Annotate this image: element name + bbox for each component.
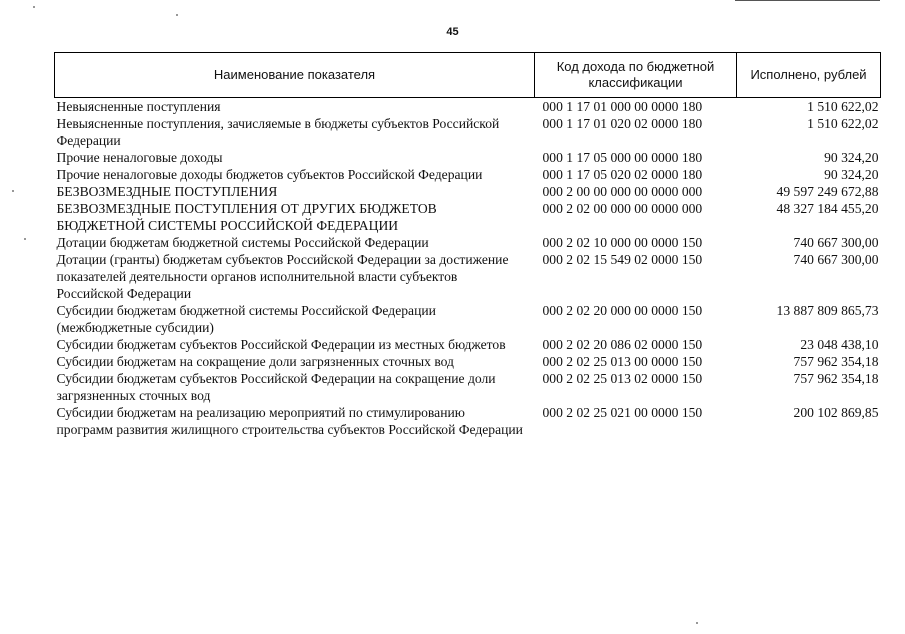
row-amount: 757 962 354,18 [793, 354, 879, 369]
table-row [55, 200, 881, 234]
row-code: 000 1 17 05 000 00 0000 180 [542, 150, 703, 165]
row-code: 000 2 02 15 549 02 0000 150 [542, 252, 703, 267]
table-row [55, 404, 881, 438]
table-row [55, 353, 881, 370]
scan-speck [33, 6, 35, 8]
scan-speck [24, 238, 26, 240]
scan-speck [12, 190, 14, 192]
header-amount: Исполнено, рублей [737, 53, 881, 98]
scan-speck [696, 622, 698, 624]
table-row [55, 115, 881, 149]
page-number: 45 [446, 26, 459, 38]
row-amount: 90 324,20 [824, 150, 879, 165]
row-amount: 1 510 622,02 [807, 99, 879, 114]
row-name: Прочие неналоговые доходы [56, 150, 223, 165]
row-code: 000 2 02 25 013 02 0000 150 [542, 371, 703, 386]
row-name: Субсидии бюджетам бюджетной системы Российской Федерации (межбюджетные субсидии) [56, 303, 436, 335]
table-row [55, 98, 881, 116]
row-amount: 23 048 438,10 [800, 337, 879, 352]
row-code: 000 2 02 00 000 00 0000 000 [542, 201, 703, 216]
row-code: 000 1 17 01 020 02 0000 180 [542, 116, 703, 131]
row-name: БЕЗВОЗМЕЗДНЫЕ ПОСТУПЛЕНИЯ [56, 184, 278, 199]
row-code: 000 2 02 20 000 00 0000 150 [542, 303, 703, 318]
row-name: Субсидии бюджетам субъектов Российской Федерации на сокращение доли загрязненных сточных вод [56, 371, 496, 403]
row-amount: 90 324,20 [824, 167, 879, 182]
table-row [55, 149, 881, 166]
row-amount: 49 597 249 672,88 [776, 184, 879, 199]
row-name: БЕЗВОЗМЕЗДНЫЕ ПОСТУПЛЕНИЯ ОТ ДРУГИХ БЮДЖЕТОВ БЮДЖЕТНОЙ СИСТЕМЫ РОССИЙСКОЙ ФЕДЕРАЦИИ [56, 201, 437, 233]
row-name: Невыясненные поступления, зачисляемые в бюджеты субъектов Российской Федерации [56, 116, 500, 148]
table-header-row [55, 53, 881, 98]
row-amount: 740 667 300,00 [793, 252, 879, 267]
row-name: Дотации (гранты) бюджетам субъектов Российской Федерации за достижение показателей деятельности органов исполнительной власти субъектов Российской Федерации [56, 252, 509, 301]
row-name: Невыясненные поступления [56, 99, 221, 114]
row-name: Субсидии бюджетам на сокращение доли загрязненных сточных вод [56, 354, 454, 369]
table-row [55, 370, 881, 404]
row-code: 000 2 02 10 000 00 0000 150 [542, 235, 703, 250]
table-row [55, 336, 881, 353]
row-code: 000 2 02 20 086 02 0000 150 [542, 337, 703, 352]
row-code: 000 2 02 25 013 00 0000 150 [542, 354, 703, 369]
row-amount: 1 510 622,02 [807, 116, 879, 131]
table-row [55, 183, 881, 200]
row-name: Дотации бюджетам бюджетной системы Российской Федерации [56, 235, 429, 250]
row-name: Прочие неналоговые доходы бюджетов субъектов Российской Федерации [56, 167, 483, 182]
table-row [55, 302, 881, 336]
budget-revenue-table [54, 52, 881, 438]
row-amount: 48 327 184 455,20 [776, 201, 879, 216]
row-code: 000 1 17 01 000 00 0000 180 [542, 99, 703, 114]
row-amount: 757 962 354,18 [793, 371, 879, 386]
row-name: Субсидии бюджетам субъектов Российской Федерации из местных бюджетов [56, 337, 506, 352]
table-row [55, 234, 881, 251]
table-row [55, 166, 881, 183]
row-code: 000 2 02 25 021 00 0000 150 [542, 405, 703, 420]
header-code: Код дохода по бюджетной классификации [535, 53, 737, 98]
table-row [55, 251, 881, 302]
row-name: Субсидии бюджетам на реализацию мероприятий по стимулированию программ развития жилищного строительства субъектов Российской Федерации [56, 405, 523, 437]
scan-speck [176, 14, 178, 16]
top-edge-rule [735, 0, 880, 1]
row-code: 000 1 17 05 020 02 0000 180 [542, 167, 703, 182]
row-amount: 200 102 869,85 [793, 405, 879, 420]
row-amount: 13 887 809 865,73 [776, 303, 879, 318]
row-code: 000 2 00 00 000 00 0000 000 [542, 184, 703, 199]
header-name: Наименование показателя [55, 53, 535, 98]
row-amount: 740 667 300,00 [793, 235, 879, 250]
